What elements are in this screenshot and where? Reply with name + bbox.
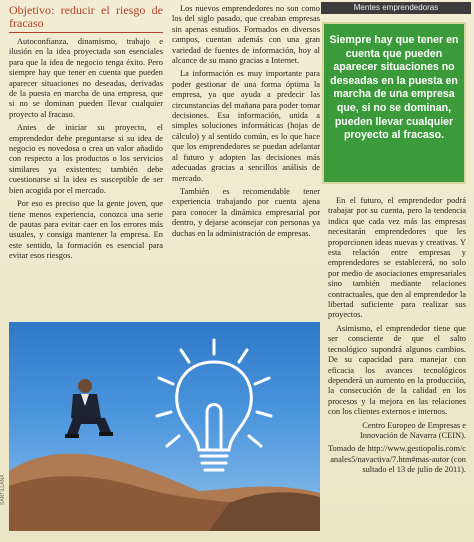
publisher-side-mark: SANTILLANA — [0, 474, 6, 505]
article-column-2 — [172, 4, 320, 242]
pull-quote-text: Siempre hay que tener en cuenta que pueden aparecer situaciones no deseadas en la puesta en marcha de una empresa que, si no se dominan, pueden llevar cualquier proyecto al fracaso. — [329, 34, 459, 142]
paragraph: También es recomendable tener experiencia trabajando por cuenta ajena para conocer la dinámica empresarial por dentro, y dejarse aconsejar con personas ya duchas en la administración de empresas. — [172, 186, 320, 238]
pull-quote-box — [322, 22, 466, 184]
seated-businessman — [57, 378, 117, 440]
paragraph: Por eso es preciso que la gente joven, que tiene menos experiencia, conozca una serie de pautas para evitar caer en los errores más usuales, y consiga mantener la empresa. En este sentido, la formación es esencial para evitar esos riesgos. — [9, 199, 163, 261]
paragraph: Los nuevos emprendedores no son como los del siglo pasado, que creaban empresas sin apenas estudios. Formados en diversos campos, cuentan además con una gran variedad de fuentes de información, hoy al alcance de su mano gracias a Internet. — [172, 4, 320, 66]
photo-man-lightbulb — [9, 322, 320, 531]
paragraph: Autoconfianza, dinamismo, trabajo e ilusión en la idea proyectada son esenciales para que la idea de negocio tenga éxito. Pero siempre hay que tener en cuenta que pueden aparecer situaciones no deseadas, derivadas de la puesta en marcha de una empresa, que si no se dominan pueden llevar cualquier proyecto al fracaso. — [9, 37, 163, 119]
article-column-1 — [9, 4, 163, 265]
paragraph: Asimismo, el emprendedor tiene que ser consciente de que el salto tecnológico supondrá algunos cambios. De su capacidad para manejar con eficacia los avances tecnológicos dependerá un aumento en la producción, la consecución de la calidad en los procesos y la mejora en las relaciones con los clientes externos e internos. — [328, 323, 466, 417]
source-citation: Tomado de http://www.gestiopolis.com/canales5/navactiva/7.htm#mas-autor (consultado el 13 de julio de 2011). — [328, 444, 466, 475]
article-column-3 — [328, 196, 466, 479]
paragraph: En el futuro, el emprendedor podrá trabajar por su cuenta, pero la tendencia indica que cada vez más las empresas necesitarán emprendedores que les proporcionen ideas nuevas y creativas. Y esta relación entre empresas y emprendedores se establecerá, no solo por medio de asociaciones empresariales sino también mediante relaciones contractuales, que den al emprendedor la libertad suficiente para realizar sus proyectos. — [328, 196, 466, 320]
section-tag: Mentes emprendedoras — [321, 2, 471, 14]
article-title: Objetivo: reducir el riesgo de fracaso — [9, 4, 163, 33]
paragraph: La información es muy importante para poder gestionar de una forma óptima la empresa, ya que ayuda a predecir las circunstancias del mañana para poder tomar decisiones. Esa información, unida a simples soluciones informáticas (hojas de cálculo) y al sentido común, es lo que hace que los emprendedores se puedan adelantar al futuro y adopten las decisiones más adecuadas gracias a sencillos análisis de mercado. — [172, 69, 320, 183]
paragraph: Antes de iniciar su proyecto, el emprendedor debe preguntarse si su idea de negocio es novedosa o crea un valor añadido con respecto a los productos o los servicios similares ya existentes; también debe cuestionarse si la idea es susceptible de ser bien acogida por el mercado. — [9, 123, 163, 195]
rock-mountain — [9, 431, 320, 531]
source-credit: Centro Europeo de Empresas e Innovación de Navarra (CEIN). — [359, 420, 466, 440]
